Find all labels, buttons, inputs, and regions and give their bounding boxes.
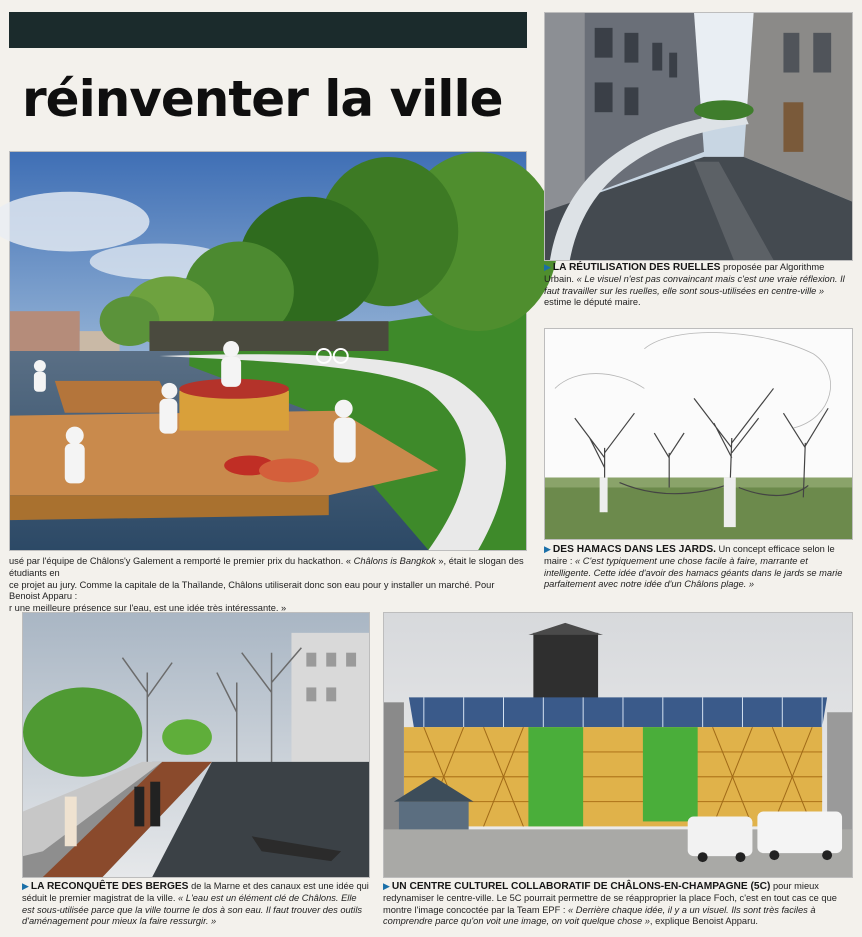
centre-tail: , explique Benoist Apparu. bbox=[649, 916, 758, 927]
hackathon-caption bbox=[9, 556, 527, 614]
caption-arrow-icon: ▶ bbox=[22, 881, 29, 891]
caption-arrow-icon: ▶ bbox=[544, 544, 551, 554]
hackathon-caption-line-2: ce projet au jury. Comme la capitale de la Thaïlande, Châlons utiliserait donc son eau pour y installer un marché. Pour Benoist Apparu : bbox=[9, 579, 495, 602]
centre-caption bbox=[383, 881, 853, 933]
hackathon-caption-line-3: r une meilleure présence sur l'eau, est une idée très intéressante. » bbox=[9, 603, 287, 614]
berges-quote: « L'eau est un élément clé de Châlons. Elle est sous-utilisée parce que la ville tourne le dos à son eau. Il faut trouver des outils d'aménagement pour mieux la faire ressurgir. » bbox=[22, 892, 363, 927]
hackathon-caption-text-2: », était le slogan des étudiants en bbox=[9, 556, 524, 578]
caption-arrow-icon: ▶ bbox=[544, 262, 551, 272]
ruelles-tail: estime le député maire. bbox=[544, 297, 641, 308]
centre-title: UN CENTRE CULTUREL COLLABORATIF DE CHÂLONS-EN-CHAMPAGNE (5C) bbox=[391, 881, 771, 892]
riverbank-image bbox=[22, 612, 370, 878]
page-headline: réinventer la ville bbox=[22, 70, 503, 128]
berges-caption bbox=[22, 881, 370, 933]
cultural-center-image bbox=[383, 612, 853, 878]
ruelles-title: LA RÉUTILISATION DES RUELLES bbox=[552, 262, 721, 273]
alley-image bbox=[544, 12, 853, 261]
ruelles-caption bbox=[544, 262, 853, 308]
berges-title: LA RECONQUÊTE DES BERGES bbox=[30, 881, 189, 892]
caption-arrow-icon: ▶ bbox=[383, 881, 390, 891]
hamacs-title: DES HAMACS DANS LES JARDS. bbox=[552, 544, 716, 555]
floating-market-image bbox=[9, 151, 527, 551]
hamacs-quote: « C'est typiquement une chose facile à faire, marrante et intelligente. Cette idée d'avoir des hamacs géants dans le jards se marie parfaitement avec notre idée d'un Châlons plage. » bbox=[544, 555, 843, 590]
berges-lead: de la Marne et des canaux est une idée qui séduit le premier magistrat de la ville. bbox=[22, 881, 369, 903]
hamacs-lead: Un concept efficace selon le maire : bbox=[544, 544, 835, 566]
hamacs-caption bbox=[544, 544, 853, 596]
ruelles-quote: « Le visuel n'est pas convaincant mais c'est une vraie réflexion. Il faut travailler sur les ruelles, elle sont sous-utilisées en centre-ville » bbox=[544, 273, 845, 296]
hackathon-slogan: Châlons is Bangkok bbox=[353, 556, 436, 566]
centre-lead: pour mieux redynamiser le centre-ville. Le 5C pourrait permettre de se réapproprier la place Foch, c'est en tout cas ce que montre l'image concoctée par la Team EPF : bbox=[383, 881, 837, 915]
ruelles-lead: proposée par Algorithme Urbain. bbox=[544, 262, 825, 284]
header-bar bbox=[9, 12, 527, 48]
hammocks-image bbox=[544, 328, 853, 540]
centre-quote: « Derrière chaque idée, il y a un visuel. Ils sont très faciles à comprendre parce qu'on voit une image, on voit quelque chose » bbox=[383, 904, 816, 927]
hackathon-caption-text: usé par l'équipe de Châlons'y Galement a remporté le premier prix du hackathon. « bbox=[9, 556, 354, 566]
